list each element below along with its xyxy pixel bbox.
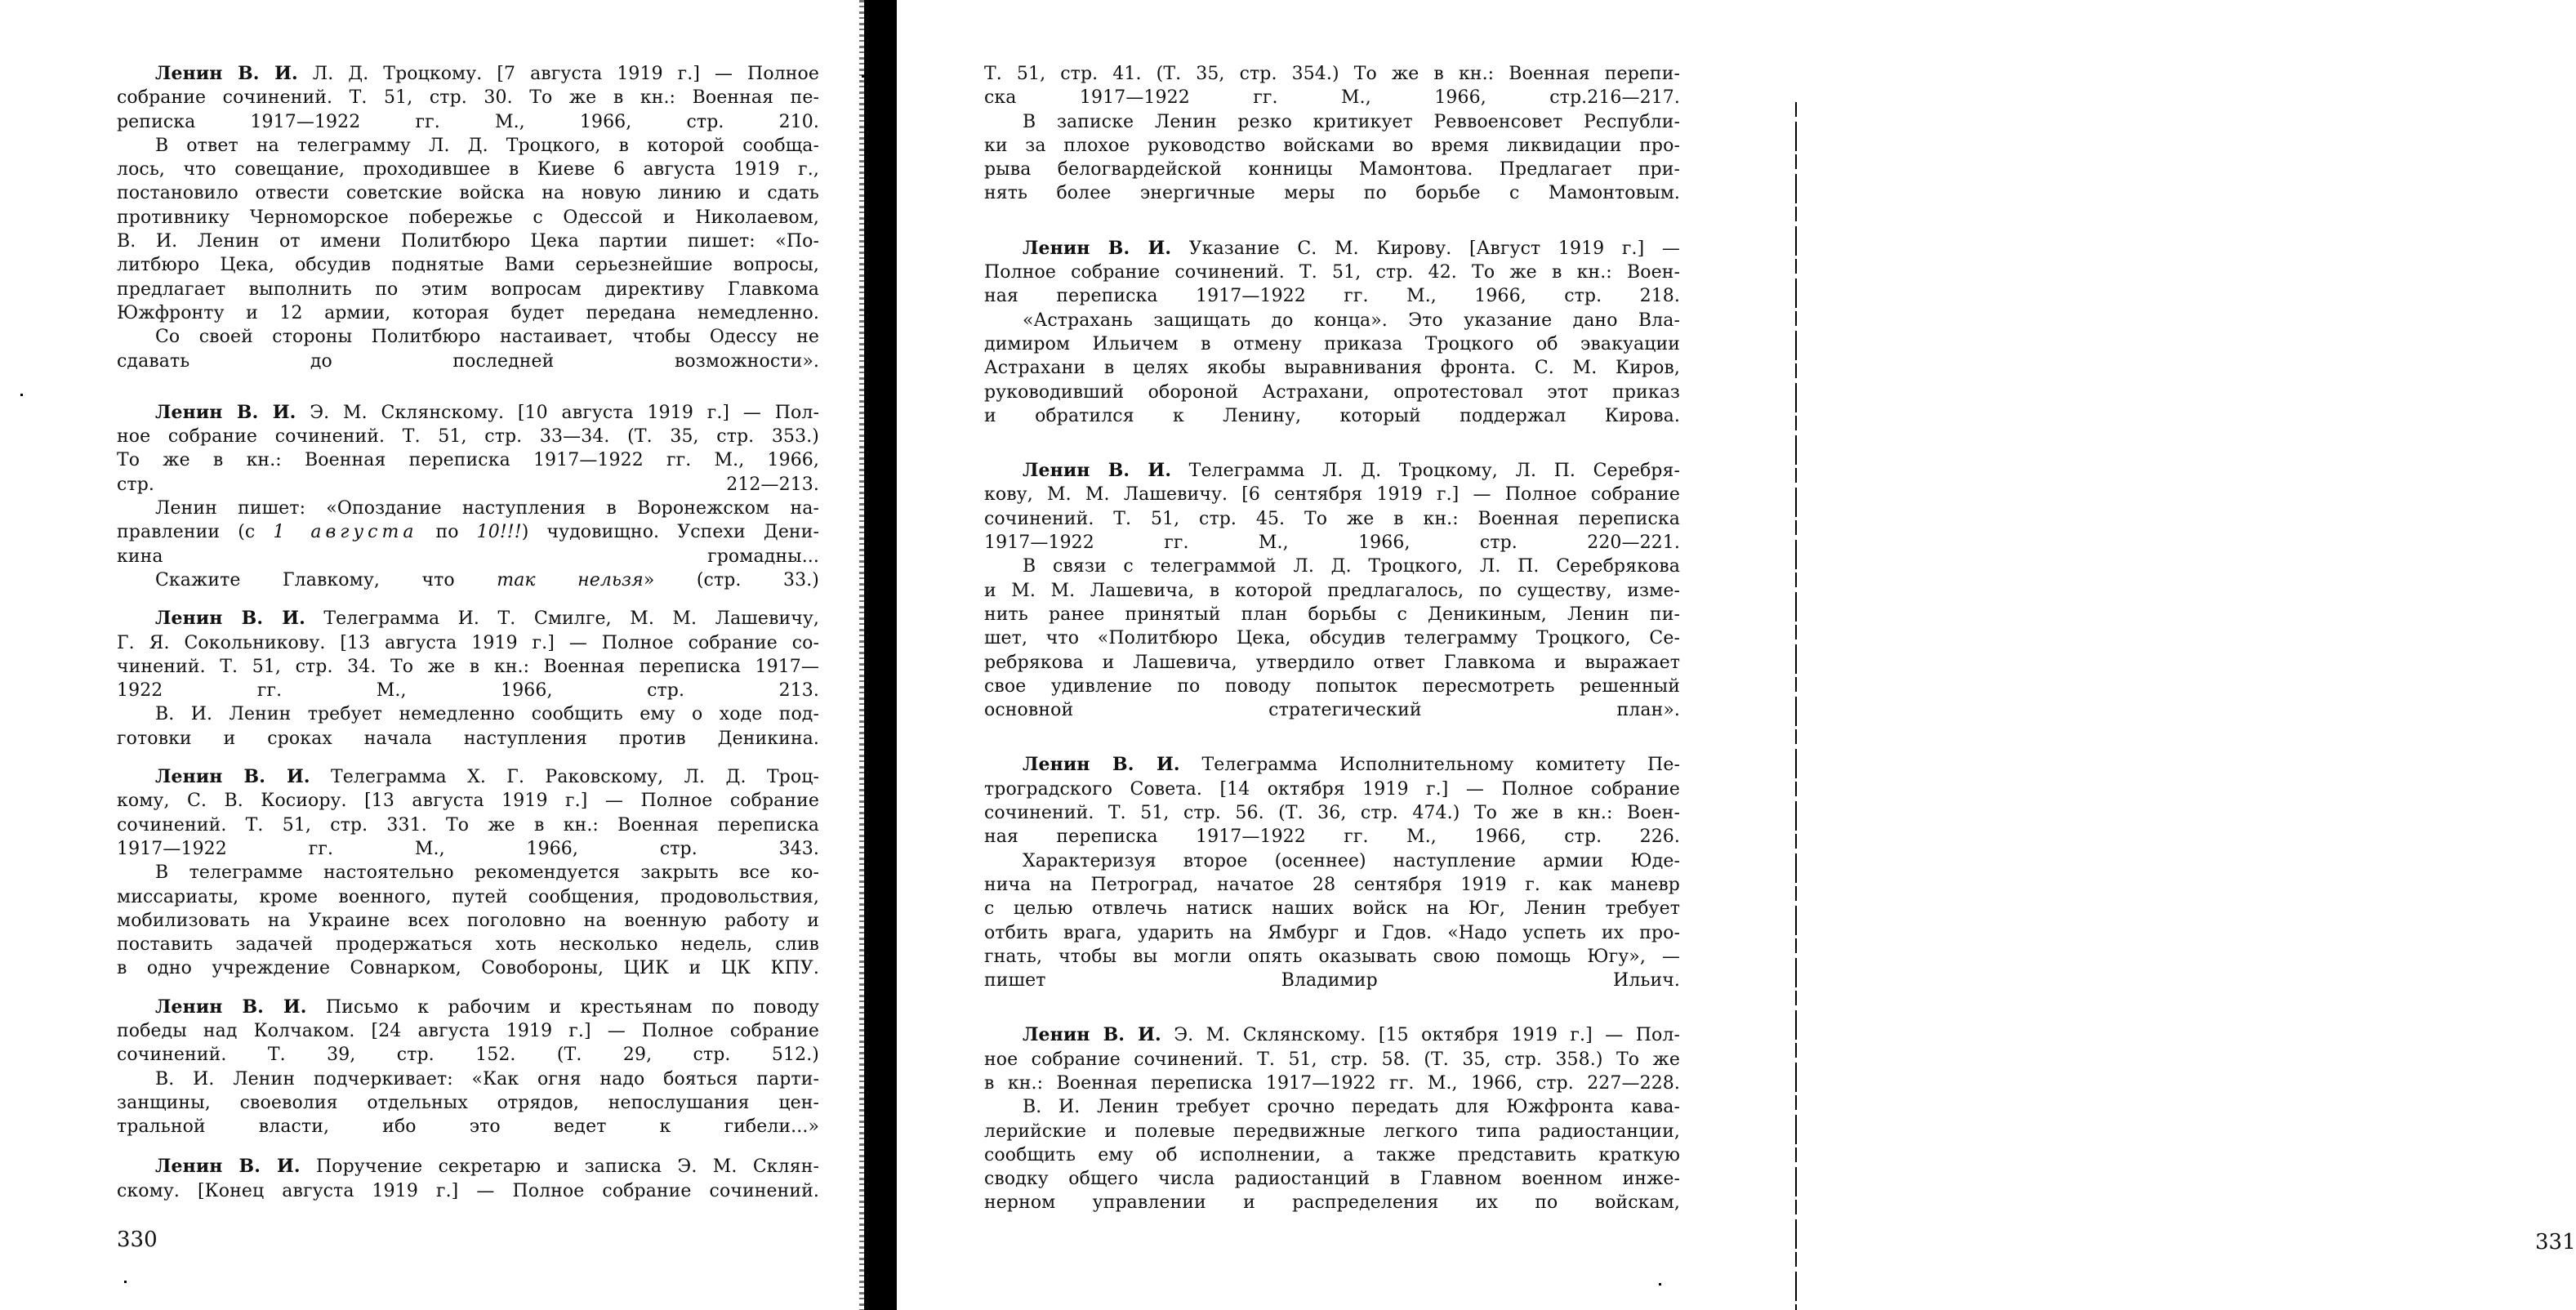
- text-line: [117, 702, 819, 726]
- text-run: сочинений. Т. 51, стр. 45. То же в кн.: Военная переписка: [984, 508, 1680, 529]
- text-run: В. И. Ленин требует немедленно сообщить ему о ходе под-: [155, 704, 819, 725]
- text-line: [984, 1072, 1680, 1095]
- text-line: [117, 861, 819, 884]
- entry-gap: [117, 981, 819, 996]
- text-line: [117, 1155, 819, 1179]
- text-run: нерном управлении и распределения их по войскам,: [984, 1192, 1680, 1214]
- entry-author: Ленин В. И.: [1023, 460, 1172, 482]
- text-run: пишет Владимир Ильич.: [984, 970, 1680, 991]
- text-run: нить ранее принятый план борьбы с Деникиным, Ленин пи-: [984, 604, 1680, 625]
- text-run: предлагает выполнить по этим вопросам директиву Главкома: [117, 278, 819, 300]
- text-line: [117, 497, 819, 520]
- text-line: [984, 404, 1680, 428]
- text-run: » (стр. 33.): [643, 569, 819, 590]
- entry-author: Ленин В. И.: [155, 401, 296, 423]
- text-run: гнать, чтобы вы могли опять оказывать свою помощь Югу», —: [984, 946, 1680, 967]
- text-line: [117, 956, 819, 980]
- text-line: [984, 381, 1680, 404]
- text-run: рыва белогвардейской конницы Мамонтова. Предлагает при-: [984, 159, 1680, 180]
- entry-gap: [117, 751, 819, 765]
- right-page-text-column: [984, 62, 1680, 1215]
- text-line: [984, 873, 1680, 897]
- text-run: нича на Петроград, начатое 28 сентября 1919 г. как маневр: [984, 874, 1680, 895]
- text-line: [984, 698, 1680, 722]
- text-line: [984, 1167, 1680, 1191]
- text-run: Телеграмма И. Т. Смилге, М. М. Лашевичу,: [305, 608, 820, 630]
- left-page: [0, 0, 866, 1310]
- text-line: [117, 110, 819, 134]
- scan-edge-line: [1795, 102, 1797, 1310]
- bibliography-entry: [117, 1155, 819, 1203]
- bibliography-entry: [117, 401, 819, 592]
- text-line: [984, 110, 1680, 134]
- text-run: кина громадны...: [117, 546, 819, 567]
- text-line: [117, 607, 819, 630]
- text-run: В связи с телеграммой Л. Д. Троцкого, Л. П. Серебрякова: [1023, 556, 1680, 577]
- text-line: [984, 332, 1680, 356]
- text-line: [984, 237, 1680, 261]
- text-run: в одно учреждение Совнарком, Совобороны, ЦИК и ЦК КПУ.: [117, 958, 819, 979]
- text-line: [984, 1143, 1680, 1167]
- text-run: В ответ на телеграмму Л. Д. Троцкого, в которой сообща-: [155, 135, 819, 156]
- text-run: В. И. Ленин от имени Политбюро Цека партии пишет: «По-: [117, 231, 819, 252]
- text-line: [117, 448, 819, 472]
- text-run: Южфронту и 12 армии, которая будет передана немедленно.: [117, 302, 819, 323]
- text-run: сочинений. Т. 51, стр. 331. То же в кн.: Военная переписка: [117, 814, 819, 835]
- text-run: ное собрание сочинений. Т. 51, стр. 58. (Т. 35, стр. 358.) То же: [984, 1049, 1680, 1070]
- text-run: Характеризуя второе (осеннее) наступление армии Юде-: [1023, 850, 1680, 871]
- text-run: Астрахани в целях якобы выравнивания фронта. С. М. Киров,: [984, 358, 1680, 379]
- entry-gap: [117, 373, 819, 401]
- text-run: сдавать до последней возможности».: [117, 350, 819, 372]
- text-run: В телеграмме настоятельно рекомендуется закрыть все ко-: [155, 862, 819, 884]
- text-line: [117, 1091, 819, 1115]
- text-run: димиром Ильичем в отмену приказа Троцкого об эвакуации: [984, 333, 1680, 354]
- text-run: литбюро Цека, обсудив поднятые Вами серьезнейшие вопросы,: [117, 255, 819, 276]
- text-run: ная переписка 1917—1922 гг. М., 1966, стр. 226.: [984, 827, 1680, 848]
- text-line: [984, 555, 1680, 578]
- text-line: [984, 1191, 1680, 1214]
- text-line: [984, 675, 1680, 698]
- text-run: Т. 51, стр. 41. (Т. 35, стр. 354.) То же в кн.: Военная перепи-: [984, 64, 1680, 84]
- text-line: [117, 568, 819, 592]
- text-run: ки за плохое руководство войсками во время ликвидации про-: [984, 135, 1680, 156]
- text-run: В. И. Ленин подчеркивает: «Как огня надо бояться парти-: [155, 1068, 819, 1089]
- bibliography-entry: [984, 237, 1680, 428]
- text-run: Скажите Главкому, что: [155, 569, 497, 590]
- text-line: [984, 1048, 1680, 1072]
- text-run: отбить врага, ударить на Ямбург и Гдов. «Надо успеть их про-: [984, 922, 1680, 943]
- text-run: шет, что «Политбюро Цека, обсудив телеграмму Троцкого, Се-: [984, 628, 1680, 649]
- italic-emphasis: 10!!!: [476, 522, 522, 543]
- text-line: [117, 206, 819, 229]
- entry-gap: [117, 592, 819, 607]
- text-run: Л. Д. Троцкому. [7 августа 1919 г.] — Полное: [297, 64, 819, 84]
- text-line: [984, 897, 1680, 920]
- text-run: ) чудовищно. Успехи Дени-: [521, 522, 819, 543]
- text-run: ребрякова и Лашевича, утвердило ответ Главкома и выражает: [984, 652, 1680, 673]
- text-run: Э. М. Склянскому. [15 октября 1919 г.] — Пол-: [1161, 1025, 1680, 1046]
- text-line: [984, 849, 1680, 873]
- scan-speck: [20, 394, 23, 396]
- text-run: лерийские и полевые передвижные легкого типа радиостанции,: [984, 1121, 1680, 1142]
- text-run: правлении (с: [117, 522, 274, 543]
- text-line: [984, 626, 1680, 650]
- text-line: [117, 1115, 819, 1138]
- text-run: Поручение секретарю и записка Э. М. Склян-: [300, 1156, 819, 1178]
- text-line: [984, 945, 1680, 969]
- text-run: и обратился к Ленину, который поддержал Кирова.: [984, 405, 1680, 426]
- text-line: [984, 356, 1680, 380]
- entry-gap: [984, 428, 1680, 459]
- text-line: [984, 801, 1680, 825]
- text-line: [117, 181, 819, 205]
- text-line: [117, 350, 819, 373]
- text-line: [984, 62, 1680, 86]
- text-line: [117, 325, 819, 349]
- text-line: [984, 753, 1680, 777]
- text-run: Телеграмма Л. Д. Троцкому, Л. П. Серебря-: [1171, 461, 1680, 482]
- text-line: [117, 401, 819, 425]
- text-line: [117, 301, 819, 325]
- text-run: в кн.: Военная переписка 1917—1922 гг. М., 1966, стр. 227—228.: [984, 1072, 1680, 1094]
- text-line: [117, 253, 819, 277]
- text-line: [984, 284, 1680, 308]
- entry-author: Ленин В. И.: [155, 1156, 301, 1178]
- entry-author: Ленин В. И.: [155, 63, 298, 84]
- text-run: сообщить ему об исполнении, а также представить краткую: [984, 1144, 1680, 1165]
- text-run: кову, М. М. Лашевичу. [6 сентября 1919 г.] — Полное собрание: [984, 484, 1680, 506]
- text-line: [984, 507, 1680, 531]
- text-line: [984, 309, 1680, 332]
- entry-gap: [984, 722, 1680, 753]
- entry-gap: [984, 206, 1680, 237]
- entry-gap: [984, 992, 1680, 1023]
- text-run: собрание сочинений. Т. 51, стр. 30. То же в кн.: Военная пе-: [117, 87, 819, 109]
- scan-speck: [862, 75, 864, 78]
- text-line: [984, 651, 1680, 675]
- text-line: [984, 1023, 1680, 1047]
- text-line: [984, 531, 1680, 555]
- text-run: миссариаты, кроме военного, путей сообщения, продовольствия,: [117, 886, 819, 907]
- text-run: 1917—1922 гг. М., 1966, стр. 220—221.: [984, 532, 1680, 554]
- text-run: стр. 212—213.: [117, 474, 819, 495]
- scan-speck: [124, 1281, 127, 1283]
- text-line: [984, 778, 1680, 801]
- text-run: противнику Черноморское побережье с Одессой и Николаевом,: [117, 207, 819, 228]
- entry-gap: [117, 1138, 819, 1155]
- text-line: [117, 1067, 819, 1091]
- text-run: лось, что совещание, проходившее в Киеве 6 августа 1919 г.,: [117, 159, 819, 180]
- text-run: победы над Колчаком. [24 августа 1919 г.] — Полное собрание: [117, 1020, 819, 1041]
- bibliography-entry: [984, 62, 1680, 206]
- text-run: скому. [Конец августа 1919 г.] — Полное собрание сочинений.: [117, 1180, 819, 1201]
- text-line: [984, 825, 1680, 849]
- entry-author: Ленин В. И.: [155, 608, 305, 630]
- text-run: тральной власти, ибо это ведет к гибели...»: [117, 1116, 819, 1138]
- text-line: [117, 789, 819, 813]
- text-run: «Астрахань защищать до конца». Это указание дано Вла-: [1023, 310, 1680, 331]
- text-line: [117, 1043, 819, 1067]
- text-line: [117, 425, 819, 448]
- text-run: постановило отвести советские войска на новую линию и сдать: [117, 183, 819, 204]
- text-line: [117, 679, 819, 702]
- entry-author: Ленин В. И.: [1023, 1024, 1161, 1046]
- text-line: [117, 520, 819, 544]
- text-run: поставить задачей продержаться хоть несколько недель, слив: [117, 934, 819, 956]
- bibliography-entry: [117, 996, 819, 1139]
- text-run: 1922 гг. М., 1966, стр. 213.: [117, 680, 819, 702]
- text-run: Телеграмма Исполнительному комитету Пе-: [1179, 755, 1680, 776]
- text-line: [117, 473, 819, 497]
- text-run: ная переписка 1917—1922 гг. М., 1966, стр. 218.: [984, 286, 1680, 307]
- text-line: [984, 969, 1680, 992]
- text-line: [117, 229, 819, 253]
- text-run: Телеграмма Х. Г. Раковскому, Л. Д. Троц-: [310, 767, 819, 788]
- text-run: Письмо к рабочим и крестьянам по поводу: [306, 996, 820, 1018]
- text-run: троградского Совета. [14 октября 1919 г.] — Полное собрание: [984, 778, 1680, 800]
- text-run: чинений. Т. 51, стр. 34. То же в кн.: Военная переписка 1917—: [117, 656, 819, 677]
- text-line: [117, 933, 819, 956]
- text-line: [117, 727, 819, 751]
- entry-author: Ленин В. И.: [1023, 754, 1180, 776]
- right-page-number: 331: [2535, 1230, 2576, 1254]
- bibliography-entry: [984, 753, 1680, 992]
- text-run: с целью отвлечь натиск наших войск на Юг, Ленин требует: [984, 898, 1680, 920]
- text-line: [117, 765, 819, 789]
- text-run: сводку общего числа радиостанций в Главном военном инже-: [984, 1169, 1680, 1190]
- text-line: [984, 459, 1680, 483]
- text-run: готовки и сроках начала наступления против Деникина.: [117, 728, 819, 749]
- left-page-number: 330: [117, 1228, 158, 1252]
- text-run: руководивший обороной Астрахани, опротестовал этот приказ: [984, 381, 1680, 403]
- text-run: 1917—1922 гг. М., 1966, стр. 343.: [117, 838, 819, 859]
- text-line: [117, 1019, 819, 1043]
- italic-emphasis: так нельзя: [497, 569, 644, 590]
- text-run: В записке Ленин резко критикует Реввоенсовет Республи-: [1023, 111, 1680, 132]
- text-run: свое удивление по поводу попыток пересмотреть решенный: [984, 675, 1680, 697]
- text-line: [117, 158, 819, 181]
- text-run: Г. Я. Сокольникову. [13 августа 1919 г.] — Полное собрание со-: [117, 632, 819, 653]
- text-run: ное собрание сочинений. Т. 51, стр. 33—34. (Т. 35, стр. 353.): [117, 426, 819, 448]
- text-line: [984, 158, 1680, 181]
- text-line: [117, 1179, 819, 1203]
- bibliography-entry: [117, 62, 819, 373]
- text-line: [117, 134, 819, 158]
- text-line: [984, 134, 1680, 158]
- scan-speck: [1659, 1283, 1661, 1285]
- text-line: [117, 837, 819, 861]
- text-line: [117, 996, 819, 1019]
- text-line: [984, 603, 1680, 626]
- text-run: Со своей стороны Политбюро настаивает, чтобы Одессу не: [155, 327, 819, 348]
- text-line: [117, 813, 819, 837]
- left-page-text-column: [117, 62, 819, 1203]
- text-line: [984, 1120, 1680, 1143]
- text-run: сочинений. Т. 39, стр. 152. (Т. 29, стр. 512.): [117, 1045, 819, 1066]
- text-run: занщины, своеволия отдельных отрядов, непослушания цен-: [117, 1092, 819, 1113]
- text-line: [984, 261, 1680, 284]
- entry-author: Ленин В. И.: [1023, 237, 1172, 259]
- text-line: [984, 579, 1680, 603]
- text-line: [117, 86, 819, 109]
- spaced-emphasis: 1 августа: [273, 522, 418, 543]
- text-run: мобилизовать на Украине всех поголовно на военную работу и: [117, 910, 819, 931]
- text-run: ска 1917—1922 гг. М., 1966, стр.216—217.: [984, 87, 1680, 109]
- text-run: реписка 1917—1922 гг. М., 1966, стр. 210.: [117, 111, 819, 132]
- bibliography-entry: [117, 765, 819, 981]
- text-run: нять более энергичные меры по борьбе с Мамонтовым.: [984, 183, 1680, 204]
- text-line: [117, 62, 819, 86]
- text-line: [117, 631, 819, 655]
- text-run: Полное собрание сочинений. Т. 51, стр. 42. То же в кн.: Воен-: [984, 262, 1680, 283]
- text-line: [984, 1095, 1680, 1119]
- book-gutter-shadow: [864, 0, 897, 1310]
- entry-author: Ленин В. И.: [155, 996, 307, 1018]
- text-run: То же в кн.: Военная переписка 1917—1922 гг. М., 1966,: [117, 450, 819, 471]
- text-line: [117, 655, 819, 679]
- text-run: кому, С. В. Косиору. [13 августа 1919 г.] — Полное собрание: [117, 791, 819, 812]
- text-run: В. И. Ленин требует срочно передать для Южфронта кава-: [1023, 1097, 1680, 1118]
- text-line: [117, 909, 819, 933]
- bibliography-entry: [984, 459, 1680, 722]
- text-run: по: [417, 522, 477, 543]
- text-line: [984, 483, 1680, 506]
- text-run: сочинений. Т. 51, стр. 56. (Т. 36, стр. 474.) То же в кн.: Воен-: [984, 803, 1680, 824]
- text-run: Указание С. М. Кирову. [Август 1919 г.] —: [1171, 238, 1680, 259]
- text-run: Ленин пишет: «Опоздание наступления в Воронежском на-: [155, 498, 819, 519]
- text-line: [117, 278, 819, 301]
- text-line: [984, 86, 1680, 109]
- text-line: [984, 921, 1680, 945]
- entry-author: Ленин В. И.: [155, 766, 310, 788]
- text-run: Э. М. Склянскому. [10 августа 1919 г.] — Пол-: [296, 402, 819, 423]
- text-line: [984, 181, 1680, 205]
- text-line: [117, 545, 819, 568]
- bibliography-entry: [984, 1023, 1680, 1214]
- text-run: основной стратегический план».: [984, 700, 1680, 721]
- bibliography-entry: [117, 607, 819, 751]
- text-run: и М. М. Лашевича, в которой предлагалось, по существу, изме-: [984, 580, 1680, 601]
- text-line: [117, 885, 819, 909]
